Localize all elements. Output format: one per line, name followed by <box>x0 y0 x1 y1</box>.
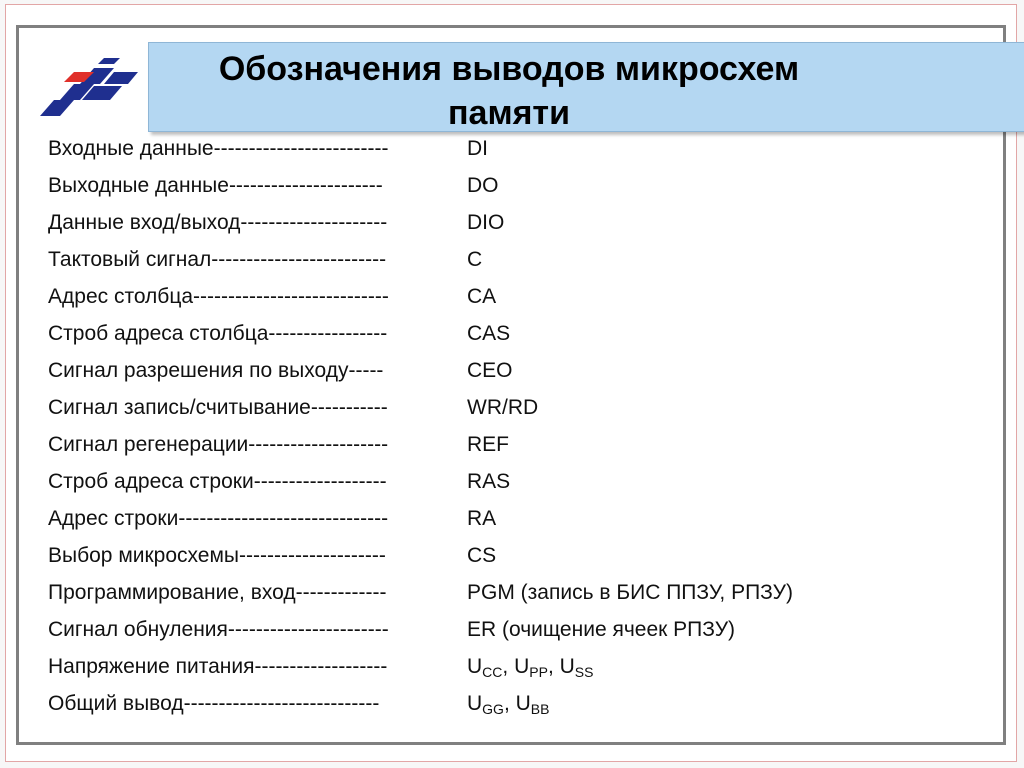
list-item <box>48 537 968 574</box>
symbol-subscript: GG <box>482 701 504 717</box>
pin-description: Строб адреса строки------------------- <box>48 470 387 493</box>
pin-description: Выбор микросхемы--------------------- <box>48 544 386 567</box>
list-item <box>48 685 968 722</box>
list-item <box>48 389 968 426</box>
list-item <box>48 463 968 500</box>
list-item <box>48 611 968 648</box>
pin-designation: REF <box>467 433 509 456</box>
symbol-base: U <box>515 692 531 715</box>
pin-description: Адрес столбца---------------------------- <box>48 285 389 308</box>
pin-designation: WR/RD <box>467 396 539 419</box>
symbol-subscript: SS <box>574 664 594 680</box>
pin-designation: CA <box>467 285 497 308</box>
title-line-2: памяти <box>448 94 570 132</box>
pin-designation: CS <box>467 544 497 567</box>
list-item <box>48 648 968 685</box>
page-title <box>149 47 869 135</box>
pin-designation: DI <box>467 137 488 160</box>
pin-designation: CAS <box>467 322 511 345</box>
pin-designation: DO <box>467 174 499 197</box>
pin-description: Сигнал обнуления----------------------- <box>48 618 389 641</box>
symbol-base: U <box>559 655 575 678</box>
title-box <box>148 42 1024 132</box>
pin-description: Адрес строки------------------------------ <box>48 507 389 530</box>
pin-designation: PGM (запись в БИС ППЗУ, РПЗУ) <box>467 581 793 604</box>
pin-description: Входные данные------------------------- <box>48 137 389 160</box>
pin-designation-list <box>48 130 968 722</box>
pin-designation: DIO <box>467 211 505 234</box>
pin-designation: $U_{CC}$, $U_{PP}$, $U_{SS}$ <box>467 655 594 680</box>
pin-designation: C <box>467 248 483 271</box>
pin-description: Напряжение питания------------------- <box>48 655 388 678</box>
pin-description: Программирование, вход------------- <box>48 581 387 604</box>
list-item <box>48 574 968 611</box>
pin-designation: $U_{GG}$, $U_{BB}$ <box>467 692 550 717</box>
pin-designation: RA <box>467 507 497 530</box>
symbol-base: U <box>467 692 483 715</box>
pin-designation: CEO <box>467 359 513 382</box>
pin-description: Сигнал регенерации-------------------- <box>48 433 389 456</box>
pin-description: Данные вход/выход--------------------- <box>48 211 388 234</box>
pin-description: Тактовый сигнал------------------------- <box>48 248 387 271</box>
symbol-subscript: PP <box>529 664 548 680</box>
list-item <box>48 167 968 204</box>
symbol-base: U <box>514 655 530 678</box>
list-item <box>48 130 968 167</box>
pin-description: Выходные данные---------------------- <box>48 174 383 197</box>
pin-description: Сигнал запись/считывание----------- <box>48 396 388 419</box>
checkered-logo-icon <box>24 56 144 120</box>
list-item <box>48 315 968 352</box>
title-line-1: Обозначения выводов микросхем <box>218 50 800 88</box>
symbol-base: U <box>467 655 483 678</box>
pin-designation: ER (очищение ячеек РПЗУ) <box>467 618 736 641</box>
list-item <box>48 204 968 241</box>
list-item <box>48 426 968 463</box>
list-item <box>48 352 968 389</box>
pin-description: Общий вывод---------------------------- <box>48 692 380 715</box>
symbol-subscript: BB <box>530 701 550 717</box>
pin-description: Сигнал разрешения по выходу----- <box>48 359 384 382</box>
list-item <box>48 500 968 537</box>
pin-description: Строб адреса столбца----------------- <box>48 322 388 345</box>
pin-designation: RAS <box>467 470 511 493</box>
symbol-subscript: CC <box>482 664 503 680</box>
list-item <box>48 241 968 278</box>
list-item <box>48 278 968 315</box>
